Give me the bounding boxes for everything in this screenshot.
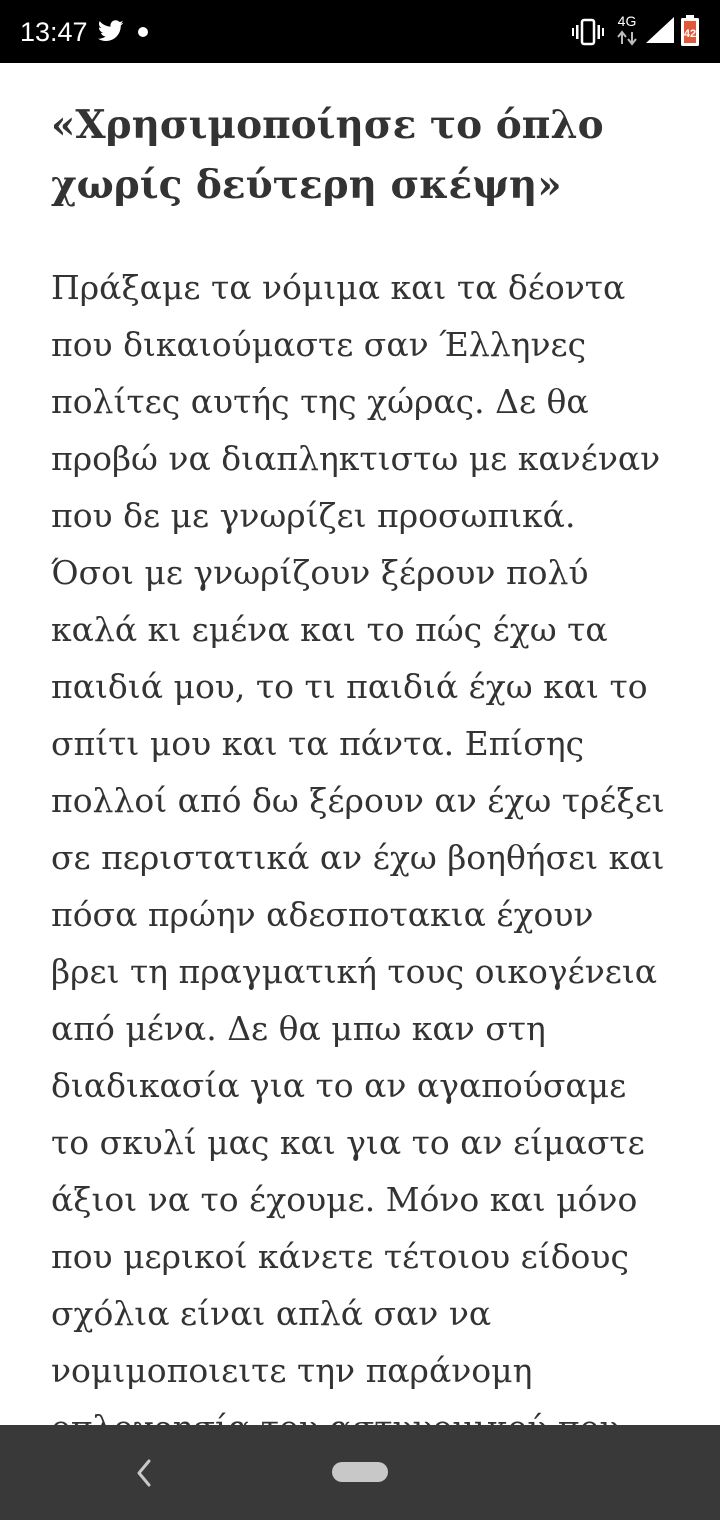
back-icon[interactable] (124, 1447, 164, 1499)
battery-level-text: 42 (683, 28, 697, 40)
twitter-icon (98, 19, 124, 43)
network-arrows-icon (614, 30, 640, 46)
signal-icon (644, 16, 676, 44)
article-content[interactable] (0, 63, 720, 1425)
network-type-label: 4G (617, 13, 637, 29)
status-time: 13:47 (20, 17, 88, 47)
article-title: «Χρησιμοποίησε το όπλο χωρίς δεύτερη σκέψη» (51, 102, 604, 208)
status-bar (0, 0, 720, 63)
vibrate-icon (572, 17, 604, 47)
home-pill-icon[interactable] (332, 1462, 388, 1482)
battery-icon (680, 15, 700, 47)
article-body: Πράξαμε τα νόμιμα και τα δέοντα που δικαιούμαστε σαν Έλληνες πολίτες αυτής της χώρας. Δε θα προβώ να διαπληκτιστω με κανέναν που δε με γνωρίζει προσωπικά. Όσοι με γνωρίζουν ξέρουν πολύ καλά κι εμένα και το πώς έχω τα παιδιά μου, το τι παιδιά έχω και το σπίτι μου και τα πάντα. Επίσης πολλοί από δω ξέρουν αν έχω τρέξει σε περιστατικά αν έχω βοηθήσει και πόσα πρώην αδεσποτακια έχουν βρει τη πραγματική τους οικογένεια από μένα. Δε θα μπω καν στη διαδικασία για το αν αγαπούσαμε το σκυλί μας και για το αν είμαστε άξιοι να το έχουμε. Μόνο και μόνο που μερικοί κάνετε τέτοιου είδους σχόλια είναι απλά σαν να νομιμοποιειτε την παράνομη (51, 268, 665, 1390)
navigation-bar (0, 1425, 720, 1520)
notification-dot-icon (138, 27, 148, 37)
